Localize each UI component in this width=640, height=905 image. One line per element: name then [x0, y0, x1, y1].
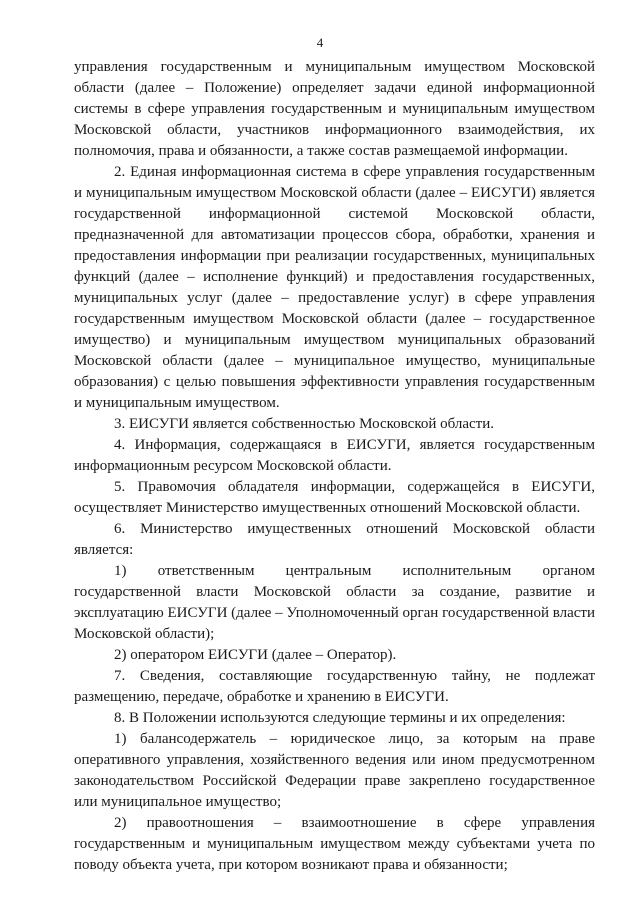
paragraph-5: 5. Правомочия обладателя информации, содержащейся в ЕИСУГИ, осуществляет Министерство имущественных отношений Московской области.	[74, 479, 595, 516]
paragraph-7: 7. Сведения, составляющие государственную тайну, не подлежат размещению, передаче, обработке и хранению в ЕИСУГИ.	[74, 668, 595, 705]
paragraph-6: 6. Министерство имущественных отношений Московской области является:	[74, 521, 595, 558]
paragraph-8-item-1: 1) балансодержатель – юридическое лицо, за которым на праве оперативного управления, хозяйственного ведения или ином предусмотренном законодательством Российской Федерации праве закреплено государственное или муниципальное имущество;	[74, 731, 595, 810]
paragraph-8: 8. В Положении используются следующие термины и их определения:	[114, 710, 566, 726]
paragraph-2: 2. Единая информационная система в сфере управления государственным и муниципальным имуществом Московской области (далее – ЕИСУГИ) является государственной информационной системой Московской области, предназначенной для автоматизации процессов сбора, обработки, хранения и предоставления информации при реализации государственных, муниципальных функций (далее – исполнение функций) и предоставления государственных, муниципальных услуг (далее – предоставление услуг) в сфере управления государственным имуществом Московской области (далее – государственное имущество) и муниципальным имуществом муниципальных образований Московской области (далее – муниципальное имущество, муниципальные образования) с целью повышения эффективности управления государственным и муниципальным имуществом.	[74, 164, 595, 411]
paragraph-4: 4. Информация, содержащаяся в ЕИСУГИ, является государственным информационным ресурсом Московской области.	[74, 437, 595, 474]
paragraph-3: 3. ЕИСУГИ является собственностью Московской области.	[114, 416, 495, 432]
paragraph-1-continuation: управления государственным и муниципальным имуществом Московской области (далее – Положение) определяет задачи единой информационной системы в сфере управления государственным и муниципальным имуществом Московской области, участников информационного взаимодействия, их полномочия, права и обязанности, а также состав размещаемой информации.	[74, 59, 595, 159]
document-body	[74, 57, 595, 876]
paragraph-6-item-2: 2) оператором ЕИСУГИ (далее – Оператор).	[114, 647, 397, 663]
page-number: 4	[316, 35, 324, 50]
paragraph-6-item-1: 1) ответственным центральным исполнительным органом государственной власти Московской области за создание, развитие и эксплуатацию ЕИСУГИ (далее – Уполномоченный орган государственной власти Московской области);	[74, 563, 595, 642]
paragraph-8-item-2: 2) правоотношения – взаимоотношение в сфере управления государственным и муниципальным имуществом между субъектами учета по поводу объекта учета, при котором возникают права и обязанности;	[74, 815, 595, 873]
